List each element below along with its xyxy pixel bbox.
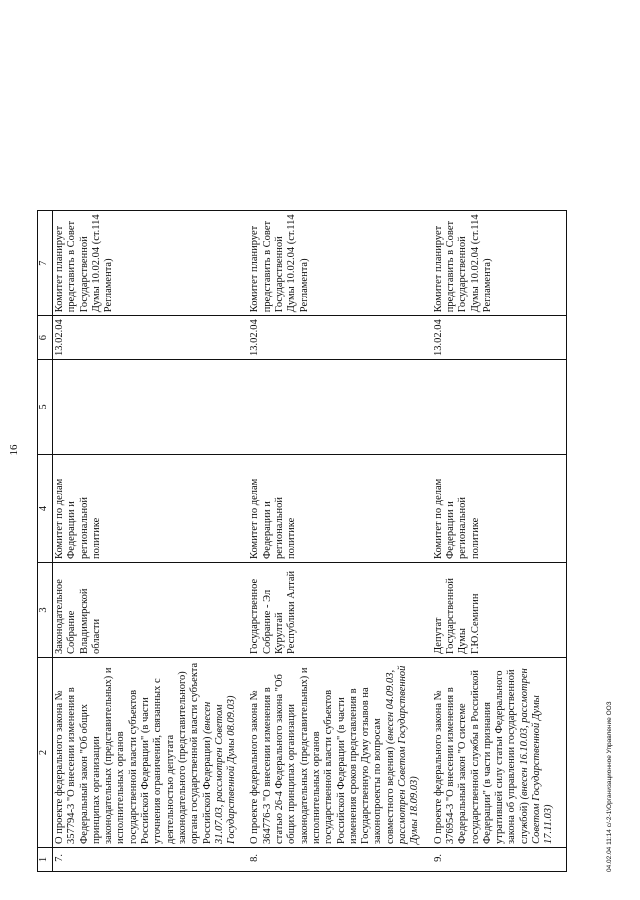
- date-cell: 13.02.04: [53, 316, 249, 360]
- col5-cell: [248, 360, 431, 455]
- col-header-6: 6: [38, 316, 53, 360]
- row-number: 7.: [53, 848, 249, 872]
- bill-body: "О внесении изменения в Федеральный закон "Об общих принципах организации законодательных (представительных) и исполнительных органов государственной власти субъектов Российской Федерации" (в части уточнения ограничений, связанных с деятельностью депутата законодательного (представительного) органа государственной власти субъекта Российской Федерации): [66, 662, 213, 844]
- committee-cell: Комитет по делам Федерации и региональной политике: [432, 455, 566, 563]
- date-cell: 13.02.04: [432, 316, 566, 360]
- col-header-1: 1: [38, 848, 53, 872]
- bill-body: "О внесении изменения в статью 26-4 Федерального закона "Об общих принципах организации законодательных (представительных) и исполнительных органов государственной власти субъектов Российской Федерации" (в части изменения сроков представления в Государственную Думу отзывов на законопроекты по вопросам совместного ведения): [261, 667, 396, 844]
- committee-cell: Комитет по делам Федерации и региональной политике: [248, 455, 431, 563]
- col-header-2: 2: [38, 658, 53, 848]
- initiator-cell: Законодательное Собрание Владимирской области: [53, 563, 249, 658]
- col-header-3: 3: [38, 563, 53, 658]
- col5-cell: [432, 360, 566, 455]
- decision-cell: Комитет планирует представить в Совет Государственной Думы 10.02.04 (ст.114 Регламента): [432, 211, 566, 316]
- col-header-7: 7: [38, 211, 53, 316]
- bill-note: (внесен 31.07.03, рассмотрен Советом Государственной Думы 08.09.03): [201, 695, 238, 844]
- table-row: [53, 211, 249, 872]
- date-cell: 13.02.04: [248, 316, 431, 360]
- col-header-4: 4: [38, 455, 53, 563]
- decision-cell: Комитет планирует представить в Совет Государственной Думы 10.02.04 (ст.114 Регламента): [248, 211, 431, 316]
- table-row: [432, 211, 566, 872]
- bill-title: О проекте федерального закона № 357794-3: [54, 690, 78, 844]
- header-row: [38, 211, 53, 872]
- initiator-cell: Депутат Государственной Думы Г.Ю.Семигин: [432, 563, 566, 658]
- bill-note: (внесен 04.09.03, рассмотрен Советом Государственной Думы 18.09.03): [384, 665, 421, 844]
- committee-cell: Комитет по делам Федерации и региональной политике: [53, 455, 249, 563]
- col5-cell: [53, 360, 249, 455]
- bill-cell: [432, 658, 566, 848]
- col-header-5: 5: [38, 360, 53, 455]
- bill-note: (внесен 16.10.03, рассмотрен Советом Государственной Думы 17.11.03): [518, 668, 555, 844]
- print-footer: 04.02.04 11:14 c/-2-1\Организационное Управление ООЗ: [606, 701, 613, 872]
- bill-cell: [53, 658, 249, 848]
- bill-title: О проекте федерального закона № 364776-3: [249, 690, 273, 844]
- bills-table: [37, 210, 567, 872]
- bill-cell: [248, 658, 431, 848]
- row-number: 9.: [432, 848, 566, 872]
- bill-title: О проекте федерального закона № 376954-3: [432, 690, 456, 844]
- initiator-cell: Государственное Собрание - Эл Курултай Республики Алтай: [248, 563, 431, 658]
- bill-body: "О внесении изменения в Федеральный закон "О системе государственной службы в Российской Федерации" (в части признания утратившей силу статьи Федерального закона об управлении государственной службой): [444, 669, 530, 844]
- row-number: 8.: [248, 848, 431, 872]
- decision-cell: Комитет планирует представить в Совет Государственной Думы 10.02.04 (ст.114 Регламента): [53, 211, 249, 316]
- table-row: [248, 211, 431, 872]
- page-number: 16: [8, 444, 20, 456]
